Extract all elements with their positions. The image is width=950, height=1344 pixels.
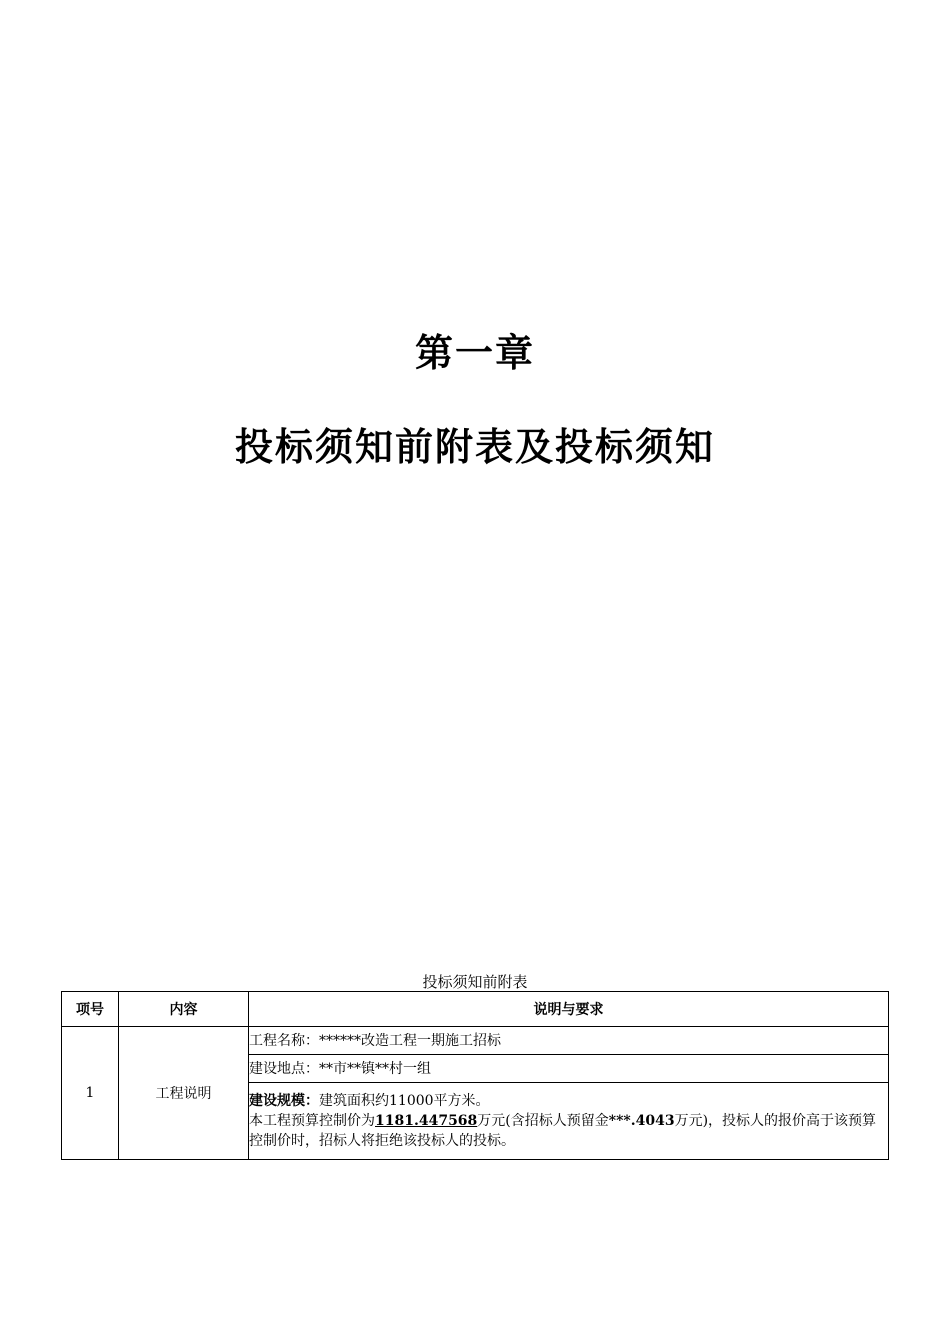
row-item-no: 1 (62, 1027, 119, 1160)
scale-label: 建设规模： (249, 1093, 319, 1109)
location-cell: 建设地点：**市**镇**村一组 (249, 1055, 889, 1083)
budget-text (249, 1111, 888, 1151)
project-name-cell: 工程名称：******改造工程一期施工招标 (249, 1027, 889, 1055)
row-content: 工程说明 (119, 1027, 249, 1160)
chapter-title: 第一章 (414, 331, 535, 375)
reserve-value: ***.4043 (608, 1113, 675, 1129)
budget-prefix: 本工程预算控制价为 (249, 1113, 375, 1129)
budget-mid: 万元(含招标人预留金 (477, 1113, 609, 1129)
scale-line (249, 1091, 888, 1111)
budget-value: 1181.447568 (375, 1113, 478, 1129)
header-item-no: 项号 (62, 992, 119, 1027)
header-content: 内容 (119, 992, 249, 1027)
table-row (62, 1027, 889, 1055)
scale-text: 建筑面积约11000平方米。 (319, 1093, 490, 1109)
table-header-row (62, 992, 889, 1027)
table-caption: 投标须知前附表 (422, 973, 528, 991)
budget-suffix: 万元)，投标人的报价高于该预算控制价时，招标人将拒绝该投标人的投标。 (249, 1113, 877, 1149)
scale-budget-cell (249, 1083, 889, 1160)
chapter-subtitle: 投标须知前附表及投标须知 (234, 425, 715, 469)
bid-front-table (61, 991, 889, 1160)
header-description: 说明与要求 (249, 992, 889, 1027)
